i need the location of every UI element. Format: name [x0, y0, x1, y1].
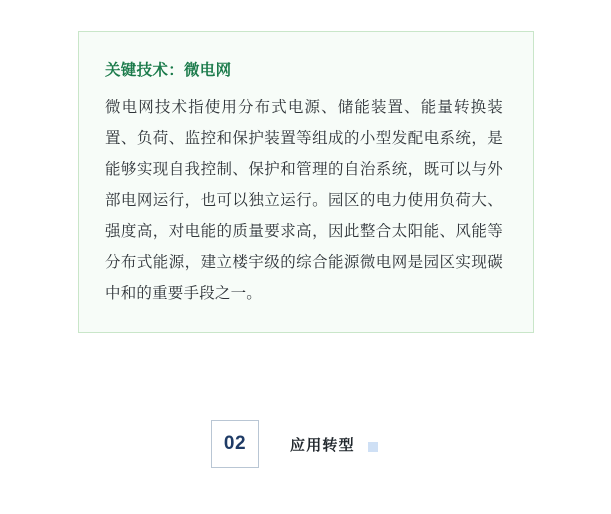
- callout-content: [79, 32, 533, 309]
- callout-title: 关键技术：微电网: [105, 62, 232, 79]
- callout-body-text: 微电网技术指使用分布式电源、储能装置、能量转换装置、负荷、监控和保护装置等组成的小型发配电系统，是能够实现自我控制、保护和管理的自治系统，既可以与外部电网运行，也可以独立运行。园区的电力使用负荷大、强度高，对电能的质量要求高，因此整合太阳能、风能等分布式能源，建立楼宇级的综合能源微电网是园区实现碳中和的重要手段之一。: [105, 98, 503, 302]
- accent-square-icon: [368, 442, 378, 452]
- section-number-chip: 02: [211, 420, 259, 468]
- section-heading: [211, 420, 378, 468]
- section-title: 应用转型: [290, 436, 355, 454]
- key-technology-callout: [78, 31, 534, 333]
